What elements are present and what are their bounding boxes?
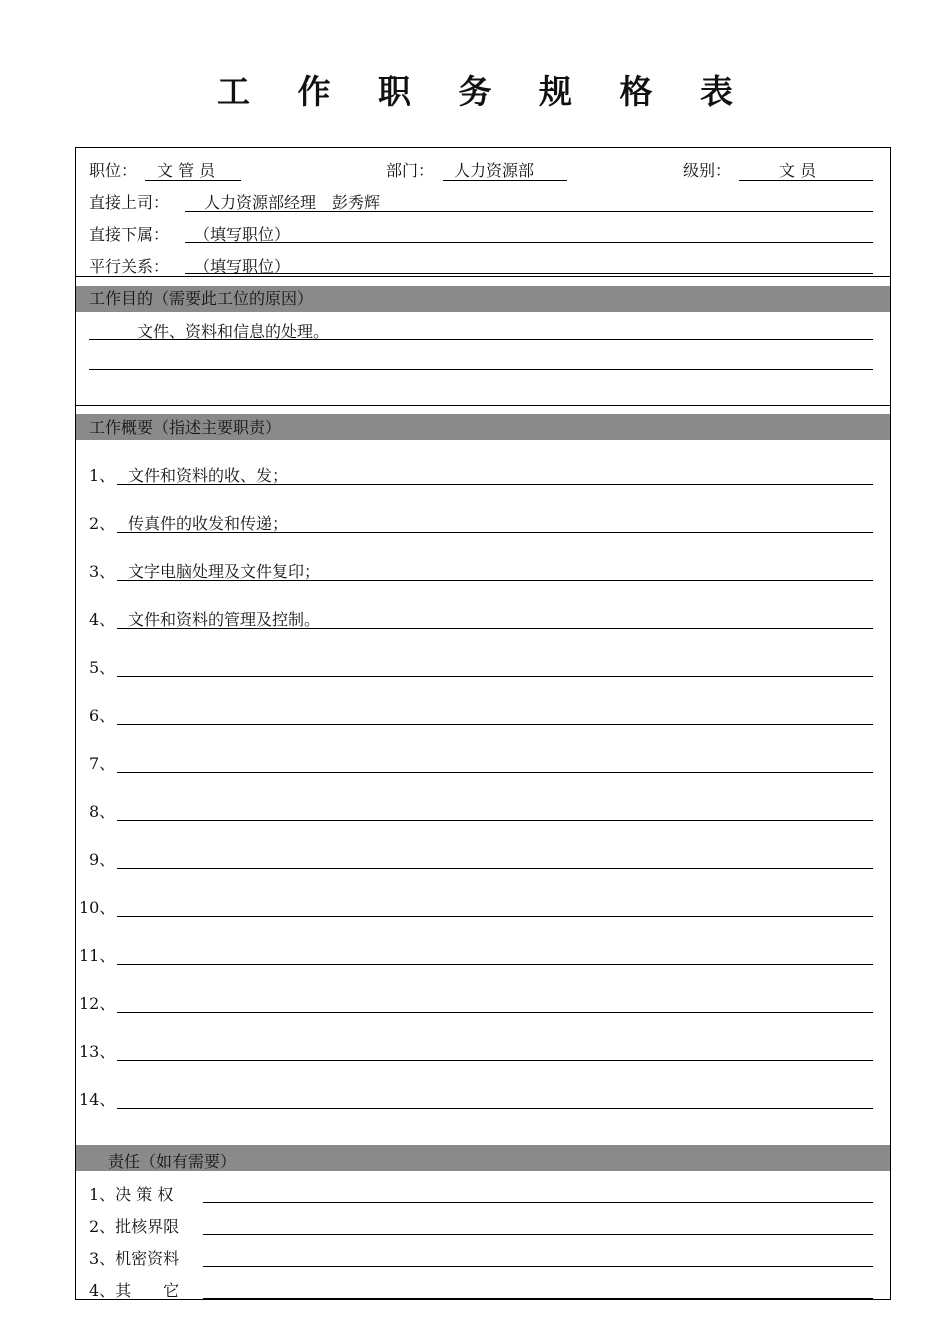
summary-item-number: 9、	[89, 850, 116, 869]
section-divider	[75, 405, 891, 406]
summary-item-number: 3、	[89, 562, 116, 581]
peer-label: 平行关系：	[89, 257, 170, 276]
purpose-underline	[89, 339, 873, 340]
summary-item-underline	[117, 676, 873, 677]
responsibility-item-field[interactable]	[203, 1202, 873, 1203]
dept-underline	[443, 180, 567, 181]
summary-item-underline	[117, 724, 873, 725]
summary-item-underline	[117, 1060, 873, 1061]
summary-item-number: 14、	[79, 1090, 116, 1109]
responsibility-item-field[interactable]	[203, 1234, 873, 1235]
summary-item-underline	[117, 772, 873, 773]
responsibility-item-label: 3、机密资料	[89, 1249, 180, 1268]
summary-item-number: 10、	[79, 898, 116, 917]
level-label: 级别：	[683, 161, 732, 180]
dept-label: 部门：	[386, 161, 435, 180]
summary-item-underline	[117, 628, 873, 629]
summary-item-underline	[117, 820, 873, 821]
summary-item-underline	[117, 868, 873, 869]
section-divider	[75, 276, 891, 277]
summary-item-underline	[117, 484, 873, 485]
dept-value[interactable]: 人力资源部	[454, 161, 535, 180]
subordinate-value[interactable]: （填写职位）	[194, 225, 291, 244]
position-value[interactable]: 文 管 员	[157, 161, 216, 180]
summary-heading: 工作概要（指述主要职责）	[89, 418, 282, 437]
summary-item-text[interactable]: 文字电脑处理及文件复印；	[128, 562, 321, 581]
summary-item-text[interactable]: 文件和资料的管理及控制。	[128, 610, 321, 629]
purpose-text[interactable]: 文件、资料和信息的处理。	[137, 322, 330, 341]
summary-item-underline	[117, 1108, 873, 1109]
responsibility-item-field[interactable]	[203, 1298, 873, 1299]
responsibility-item-label: 4、其 它	[89, 1281, 180, 1300]
peer-value[interactable]: （填写职位）	[194, 257, 291, 276]
position-underline	[145, 180, 241, 181]
summary-item-number: 5、	[89, 658, 116, 677]
page-title: 工 作 职 务 规 格 表	[217, 72, 751, 111]
summary-item-number: 11、	[79, 946, 116, 965]
summary-item-underline	[117, 1012, 873, 1013]
summary-item-underline	[117, 532, 873, 533]
supervisor-value[interactable]: 人力资源部经理 彭秀辉	[204, 193, 381, 212]
subordinate-underline	[185, 242, 873, 243]
level-underline	[739, 180, 873, 181]
summary-item-number: 8、	[89, 802, 116, 821]
responsibility-item-field[interactable]	[203, 1266, 873, 1267]
summary-item-underline	[117, 580, 873, 581]
supervisor-underline	[185, 211, 873, 212]
responsibility-item-label: 2、批核界限	[89, 1217, 180, 1236]
purpose-heading: 工作目的（需要此工位的原因）	[89, 289, 314, 308]
summary-item-number: 6、	[89, 706, 116, 725]
summary-item-text[interactable]: 传真件的收发和传递；	[128, 514, 289, 533]
responsibility-heading: 责任（如有需要）	[108, 1152, 237, 1171]
summary-item-number: 12、	[79, 994, 116, 1013]
summary-item-text[interactable]: 文件和资料的收、发；	[128, 466, 289, 485]
summary-item-number: 13、	[79, 1042, 116, 1061]
supervisor-label: 直接上司：	[89, 193, 170, 212]
summary-item-underline	[117, 916, 873, 917]
summary-item-number: 1、	[89, 466, 116, 485]
summary-item-number: 4、	[89, 610, 116, 629]
summary-item-number: 2、	[89, 514, 116, 533]
subordinate-label: 直接下属：	[89, 225, 170, 244]
position-label: 职位：	[89, 161, 138, 180]
summary-item-number: 7、	[89, 754, 116, 773]
responsibility-item-label: 1、决 策 权	[89, 1185, 174, 1204]
summary-item-underline	[117, 964, 873, 965]
purpose-underline	[89, 369, 873, 370]
peer-underline	[185, 273, 873, 274]
level-value[interactable]: 文 员	[779, 161, 817, 180]
